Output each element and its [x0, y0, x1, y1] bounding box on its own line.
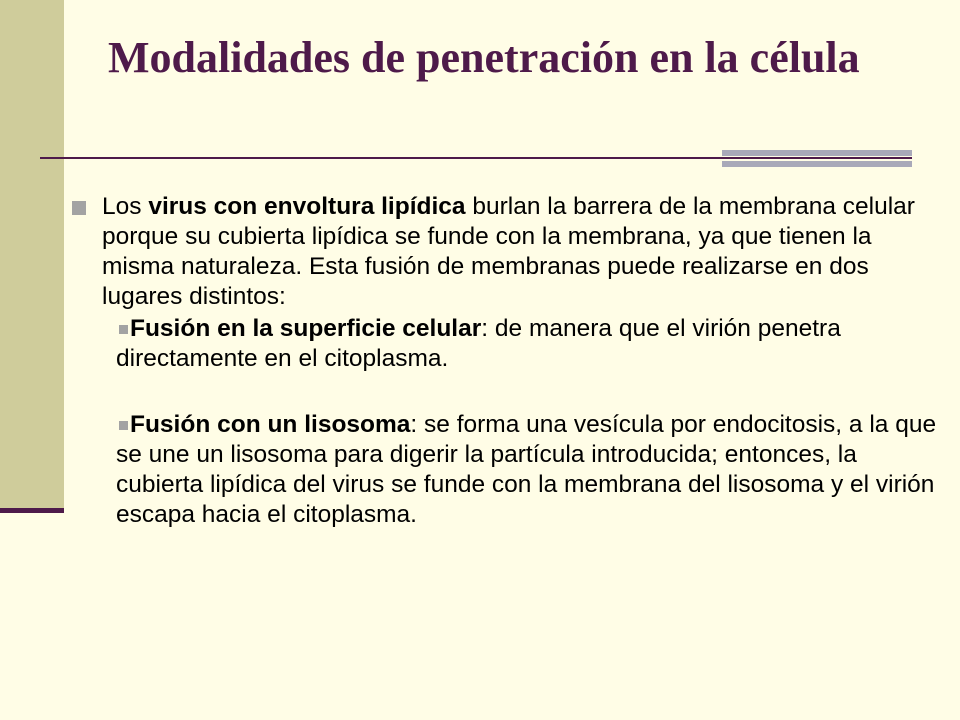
main-bullet-text-intro: Los: [102, 193, 149, 220]
title-underline: [40, 157, 912, 159]
sub-bullet-heading: Fusión en la superficie celular: [130, 315, 482, 342]
sub-bullet-text: : se forma una vesícula por endocitosis, a la que se une un lisosoma para digerir la partícula introducida; entonces, la cubierta lipídica del virus se funde con la membrana del lisosoma y el virión escapa hacia el citoplasma.: [116, 411, 937, 528]
title-rule-accent-top: [722, 150, 912, 156]
main-bullet-emphasis: virus con envoltura lipídica: [148, 193, 466, 220]
left-accent-rule: [0, 508, 64, 513]
square-bullet-icon: [119, 325, 128, 334]
square-bullet-icon: [72, 201, 86, 215]
left-accent-band: [0, 0, 64, 510]
sub-bullet-lysosome-fusion: [72, 410, 942, 530]
main-bullet-text-rest: burlan la barrera de la membrana celular porque su cubierta lipídica se funde con la membrana, ya que tienen la misma naturaleza. Esta fusión de membranas puede realizarse en dos lugares distintos:: [102, 193, 915, 310]
title-rule-accent-bottom: [722, 161, 912, 167]
sub-bullet-text: : de manera que el virión penetra directamente en el citoplasma.: [116, 315, 841, 372]
square-bullet-icon: [119, 421, 128, 430]
main-bullet: [72, 192, 942, 312]
sub-bullet-heading: Fusión con un lisosoma: [130, 411, 411, 438]
slide-title: Modalidades de penetración en la célula: [108, 33, 860, 82]
slide-body: [72, 192, 942, 530]
sub-bullet-surface-fusion: [72, 314, 942, 374]
